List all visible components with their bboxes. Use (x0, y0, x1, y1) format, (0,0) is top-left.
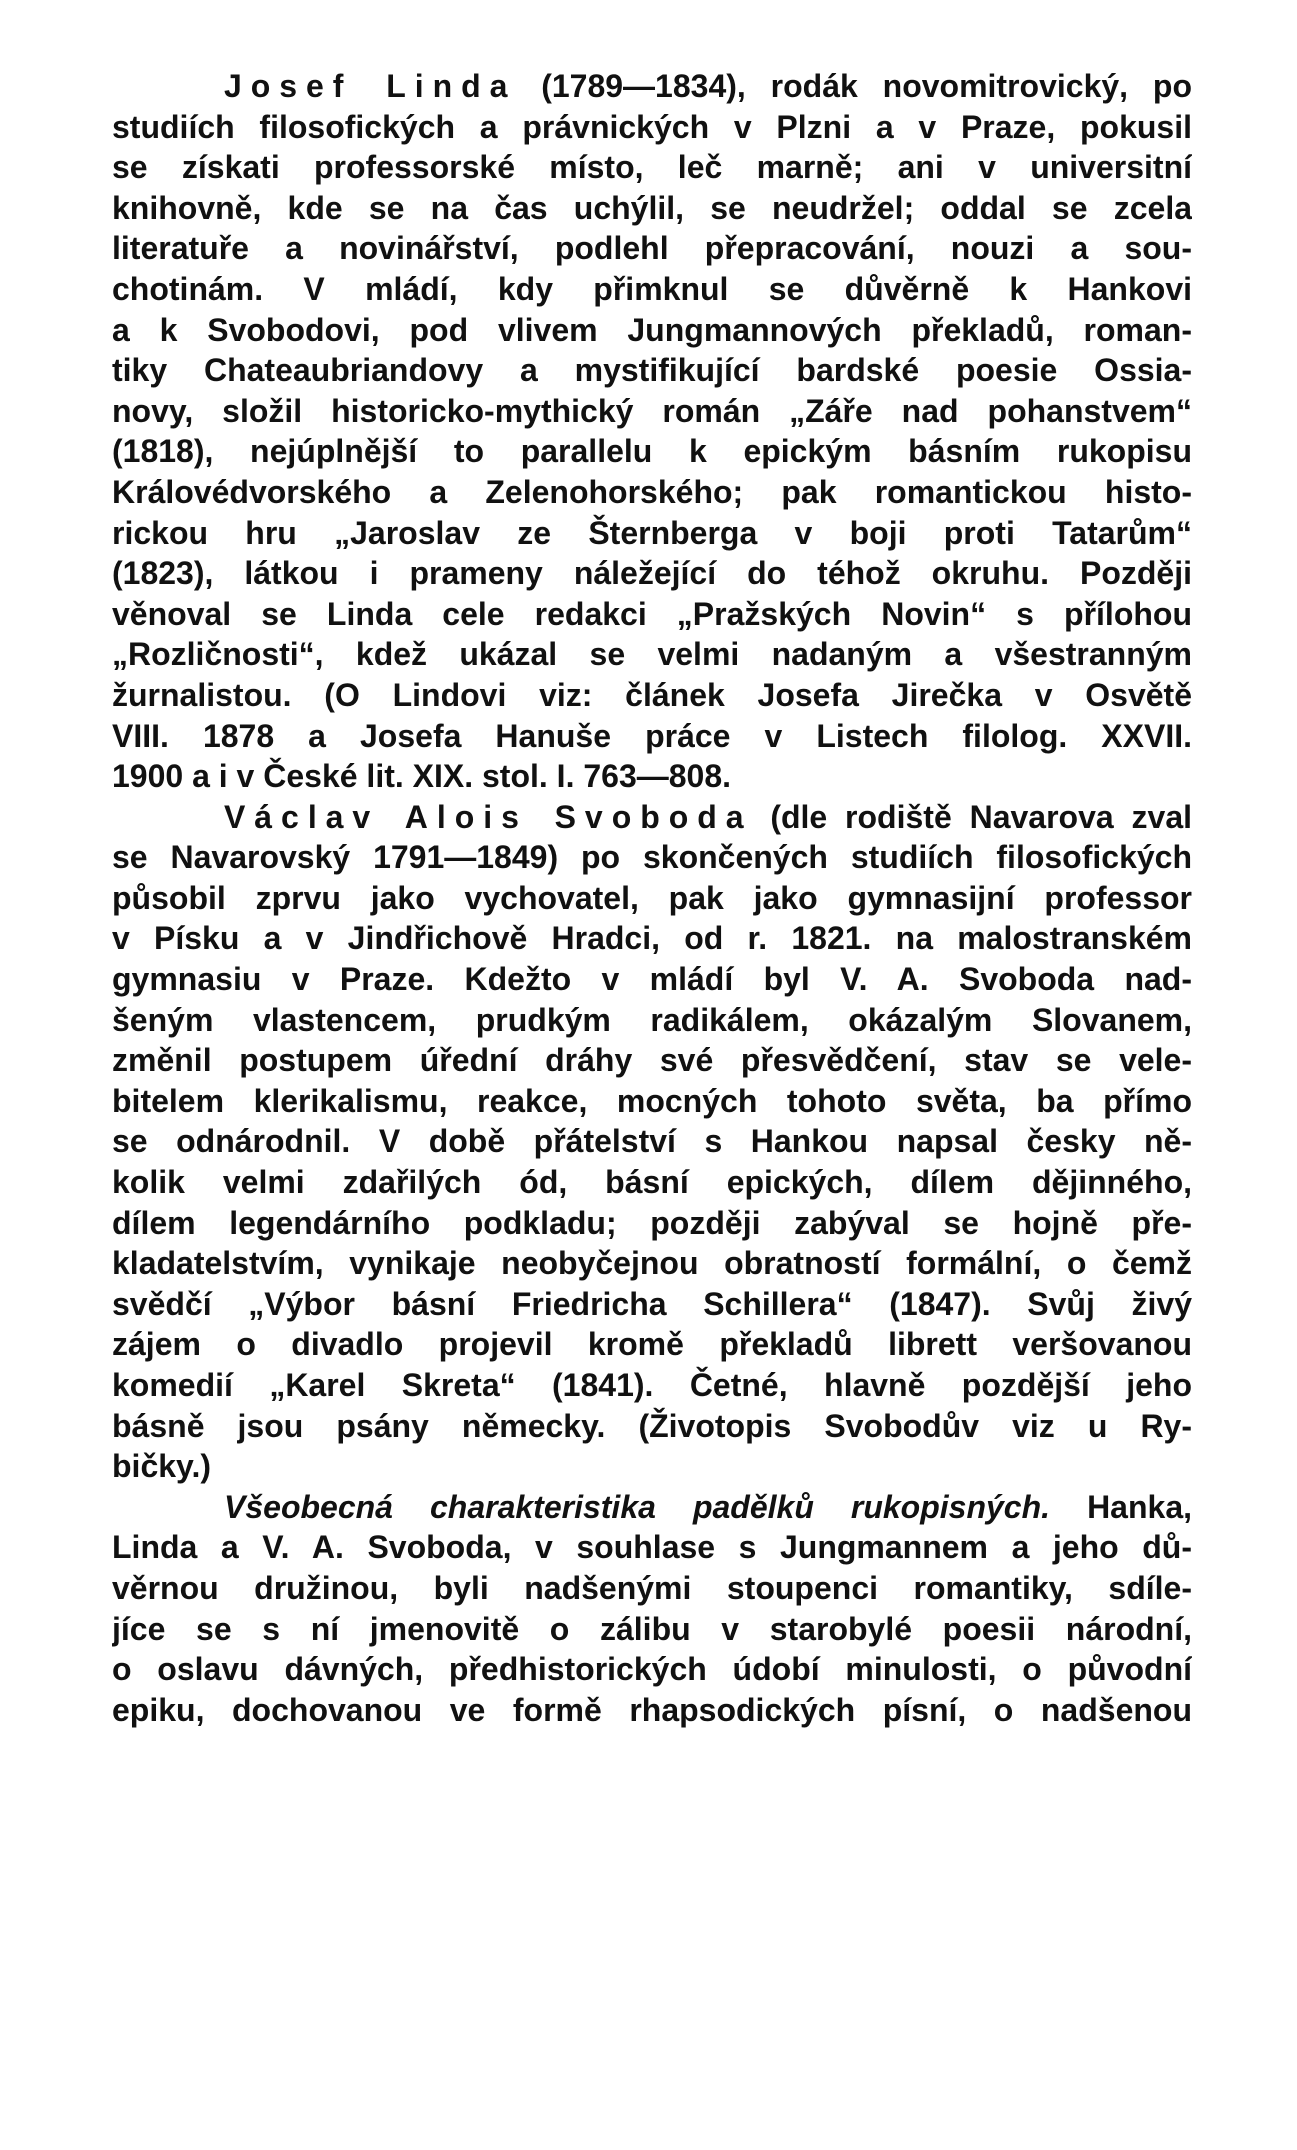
text-run: (1823), látkou i prameny náležející do téhož okruhu. Později (112, 555, 1192, 592)
text-line (112, 350, 1192, 391)
text-run: epiku, dochovanou ve formě rhapsodických písní, o nadšenou (112, 1691, 1192, 1728)
text-run: literatuře a novinářství, podlehl přepracování, nouzi a sou- (112, 230, 1192, 267)
text-run: žurnalistou. (O Lindovi viz: článek Josefa Jirečka v Osvětě (112, 676, 1192, 713)
text-line (112, 959, 1192, 1000)
text-run: chotinám. V mládí, kdy přimknul se důvěrně k Hankovi (112, 270, 1192, 307)
paragraph (112, 797, 1192, 1487)
text-run: 1900 a i v České lit. XIX. stol. I. 763—808. (112, 758, 732, 795)
text-run: „Rozličnosti“, kdež ukázal se velmi nadaným a všestranným (112, 636, 1192, 673)
text-run: (dle rodiště Navarova zval (752, 798, 1192, 835)
text-line (112, 1527, 1192, 1568)
text-line (112, 797, 1192, 838)
text-run: věnoval se Linda cele redakci „Pražských Novin“ s přílohou (112, 595, 1192, 632)
person-name: Josef Linda (224, 68, 517, 104)
text-run: básně jsou psány německy. (Životopis Svobodův viz u Ry- (112, 1407, 1192, 1444)
text-line (112, 1121, 1192, 1162)
text-line (112, 1243, 1192, 1284)
text-line (112, 391, 1192, 432)
text-line (112, 837, 1192, 878)
text-run: bičky.) (112, 1448, 211, 1485)
text-run: tiky Chateaubriandovy a mystifikující bardské poesie Ossia- (112, 352, 1192, 389)
text-line (112, 1000, 1192, 1041)
text-line (112, 878, 1192, 919)
text-line (112, 716, 1192, 757)
text-run: (1789—1834), rodák novomitrovický, po (516, 68, 1192, 104)
text-line (112, 1649, 1192, 1690)
text-run: bitelem klerikalismu, reakce, mocných tohoto světa, ba přímo (112, 1082, 1192, 1119)
text-line (112, 594, 1192, 635)
text-run: Královédvorského a Zelenohorského; pak romantickou histo- (112, 473, 1192, 510)
text-run: působil zprvu jako vychovatel, pak jako gymnasijní professor (112, 879, 1192, 916)
page-text (112, 66, 1192, 1730)
text-run: kolik velmi zdařilých ód, básní epických, dílem dějinného, (112, 1164, 1192, 1201)
text-line (112, 147, 1192, 188)
text-line (112, 1609, 1192, 1650)
text-line (112, 66, 1192, 107)
text-run: VIII. 1878 a Josefa Hanuše práce v Listech filolog. XXVII. (112, 717, 1192, 754)
text-line (112, 228, 1192, 269)
text-line (112, 513, 1192, 554)
text-line (112, 1040, 1192, 1081)
text-run: Linda a V. A. Svoboda, v souhlase s Jungmannem a jeho dů- (112, 1529, 1192, 1566)
text-run: svědčí „Výbor básní Friedricha Schillera“ (1847). Svůj živý (112, 1285, 1192, 1322)
text-run: rickou hru „Jaroslav ze Šternberga v boji proti Tatarům“ (112, 514, 1192, 551)
text-run: (1818), nejúplnější to parallelu k epickým básním rukopisu (112, 433, 1192, 470)
text-run: zájem o divadlo projevil kromě překladů librett veršovanou (112, 1326, 1192, 1363)
text-line (112, 269, 1192, 310)
person-name: Václav Alois Svoboda (224, 798, 753, 835)
paragraph (112, 1487, 1192, 1731)
text-run: Hanka, (1050, 1488, 1192, 1525)
text-line (112, 472, 1192, 513)
text-run: se Navarovský 1791—1849) po skončených studiích filosofických (112, 839, 1192, 876)
text-run: dílem legendárního podkladu; později zabýval se hojně pře- (112, 1204, 1192, 1241)
text-line (112, 431, 1192, 472)
text-run: se odnárodnil. V době přátelství s Hankou napsal česky ně- (112, 1123, 1192, 1160)
text-line (112, 675, 1192, 716)
text-run: o oslavu dávných, předhistorických údobí minulosti, o původní (112, 1651, 1192, 1688)
text-line (112, 553, 1192, 594)
text-line (112, 756, 1192, 797)
text-line (112, 1446, 1192, 1487)
text-run: studiích filosofických a právnických v Plzni a v Praze, pokusil (112, 108, 1192, 145)
text-line (112, 634, 1192, 675)
paragraph (112, 66, 1192, 797)
text-line (112, 1324, 1192, 1365)
text-run: změnil postupem úřední dráhy své přesvědčení, stav se vele- (112, 1042, 1192, 1079)
text-line (112, 1487, 1192, 1528)
text-run: novy, složil historicko-mythický román „Záře nad pohanstvem“ (112, 392, 1192, 429)
text-run: gymnasiu v Praze. Kdežto v mládí byl V. A. Svoboda nad- (112, 961, 1192, 998)
text-run: šeným vlastencem, prudkým radikálem, okázalým Slovanem, (112, 1001, 1192, 1038)
text-line (112, 107, 1192, 148)
text-line (112, 1162, 1192, 1203)
text-run: věrnou družinou, byli nadšenými stoupenci romantiky, sdíle- (112, 1569, 1192, 1606)
text-line (112, 1365, 1192, 1406)
text-line (112, 188, 1192, 229)
text-line (112, 1690, 1192, 1731)
text-line (112, 1081, 1192, 1122)
text-line (112, 1406, 1192, 1447)
text-run: kladatelstvím, vynikaje neobyčejnou obratností formální, o čemž (112, 1245, 1192, 1282)
text-run: knihovně, kde se na čas uchýlil, se neudržel; oddal se zcela (112, 189, 1192, 226)
text-line (112, 1203, 1192, 1244)
text-line (112, 1568, 1192, 1609)
section-heading: Všeobecná charakteristika padělků rukopisných. (224, 1488, 1051, 1525)
text-run: v Písku a v Jindřichově Hradci, od r. 1821. na malostranském (112, 920, 1192, 957)
text-line (112, 1284, 1192, 1325)
text-run: a k Svobodovi, pod vlivem Jungmannových překladů, roman- (112, 311, 1192, 348)
text-line (112, 310, 1192, 351)
text-line (112, 918, 1192, 959)
text-run: jíce se s ní jmenovitě o zálibu v starobylé poesii národní, (112, 1610, 1192, 1647)
text-run: se získati professorské místo, leč marně; ani v universitní (112, 149, 1192, 186)
text-run: komedií „Karel Skreta“ (1841). Četné, hlavně pozdější jeho (112, 1367, 1192, 1403)
